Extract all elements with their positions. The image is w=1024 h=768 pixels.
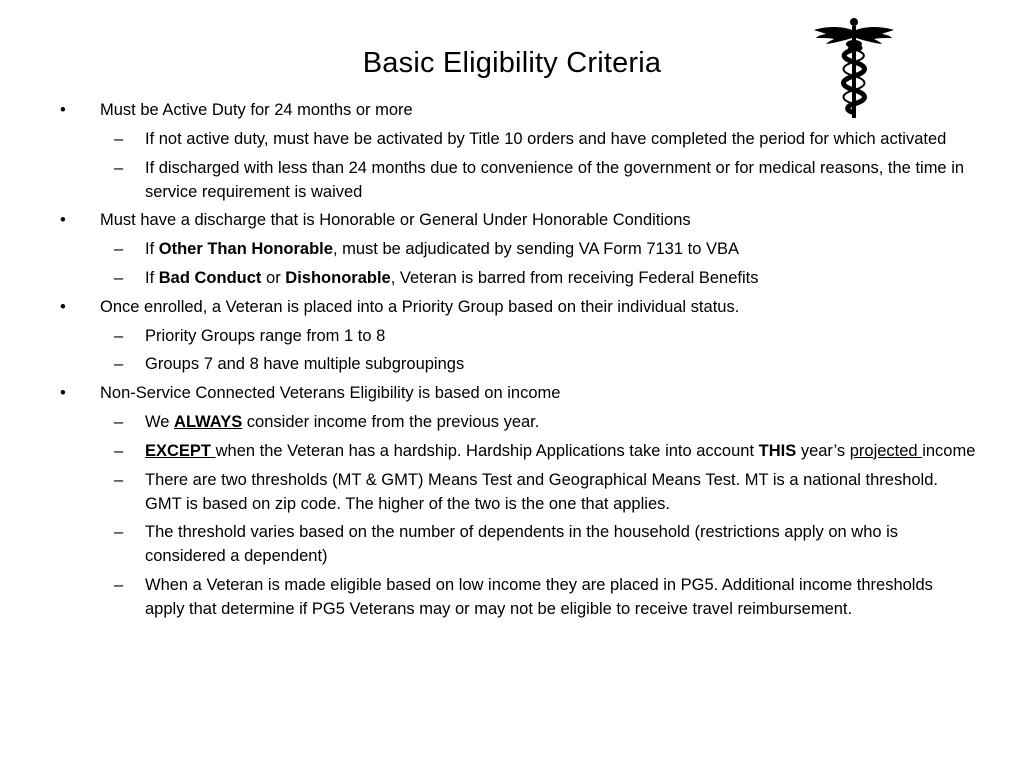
bullet-text-segment: We xyxy=(145,412,175,431)
bullet-text-segment: when the Veteran has a hardship. Hardship Applications take into account xyxy=(215,441,759,460)
bullet-text-segment: The threshold varies based on the number of dependents in the household (restrictions apply on who is considered a dependent) xyxy=(145,523,899,566)
dash-marker: – xyxy=(114,576,124,595)
dash-marker: – xyxy=(114,441,124,460)
bullet-text-segment: If xyxy=(145,240,159,259)
bullet-text-segment: Once enrolled, a Veteran is placed into a Priority Group based on their individual status. xyxy=(100,297,740,316)
bullet-text-segment: EXCEPT xyxy=(145,441,216,460)
bullet-text-segment: THIS xyxy=(758,441,797,460)
dash-marker: – xyxy=(114,240,124,259)
bullet-marker: • xyxy=(60,297,66,316)
sub-bullet-item xyxy=(56,439,976,463)
sub-bullet-item xyxy=(56,127,976,151)
bullet-marker: • xyxy=(60,101,66,119)
bullet-text-segment: income xyxy=(922,441,976,460)
bullet-text-segment: Other Than Honorable xyxy=(158,240,333,259)
bullet-text-segment: If xyxy=(145,268,159,287)
sub-bullet-item xyxy=(56,266,976,290)
dash-marker: – xyxy=(114,412,124,431)
dash-marker: – xyxy=(114,355,124,374)
dash-marker: – xyxy=(114,326,124,345)
bullet-marker: • xyxy=(60,384,66,403)
bullet-item xyxy=(56,98,976,122)
bullet-text-segment: consider income from the previous year. xyxy=(242,412,540,431)
bullet-list xyxy=(56,98,976,626)
sub-bullet-item xyxy=(56,156,976,204)
bullet-text-segment: year’s xyxy=(796,441,850,460)
bullet-text-segment: Must be Active Duty for 24 months or more xyxy=(100,101,413,119)
bullet-text-segment: Priority Groups range from 1 to 8 xyxy=(145,326,386,345)
dash-marker: – xyxy=(114,523,124,542)
bullet-text-segment: Bad Conduct xyxy=(158,268,262,287)
sub-bullet-item xyxy=(56,237,976,261)
bullet-text-segment: , must be adjudicated by sending VA Form 7131 to VBA xyxy=(332,240,739,259)
sub-bullet-item xyxy=(56,520,976,568)
bullet-text-segment: Dishonorable xyxy=(285,268,391,287)
bullet-text-segment: Non-Service Connected Veterans Eligibility is based on income xyxy=(100,384,561,403)
slide-title: Basic Eligibility Criteria xyxy=(362,47,662,79)
sub-bullet-item xyxy=(56,410,976,434)
bullet-item xyxy=(56,381,976,405)
bullet-text-segment: Groups 7 and 8 have multiple subgroupings xyxy=(145,355,465,374)
sub-bullet-item xyxy=(56,468,976,516)
sub-bullet-item xyxy=(56,324,976,348)
bullet-text-segment: If discharged with less than 24 months due to convenience of the government or for medical reasons, the time in service requirement is waived xyxy=(145,158,965,201)
bullet-marker: • xyxy=(60,211,66,230)
sub-bullet-item xyxy=(56,352,976,376)
bullet-item xyxy=(56,295,976,319)
bullet-text-segment: If not active duty, must have be activated by Title 10 orders and have completed the period for which activated xyxy=(145,129,947,148)
dash-marker: – xyxy=(114,268,124,287)
bullet-text-segment: , Veteran is barred from receiving Federal Benefits xyxy=(390,268,759,287)
bullet-item xyxy=(56,208,976,232)
bullet-text-segment: There are two thresholds (MT & GMT) Means Test and Geographical Means Test. MT is a national threshold. GMT is based on zip code. The higher of the two is the one that applies. xyxy=(145,470,938,513)
bullet-text-segment: projected xyxy=(849,441,923,460)
bullet-text-segment: When a Veteran is made eligible based on low income they are placed in PG5. Additional income thresholds apply that determine if PG5 Veterans may or may not be eligible to receive travel reimbursement. xyxy=(145,576,933,619)
dash-marker: – xyxy=(114,470,124,489)
bullet-text-segment: or xyxy=(261,268,286,287)
sub-bullet-item xyxy=(56,573,976,621)
bullet-text-segment: ALWAYS xyxy=(174,412,243,431)
dash-marker: – xyxy=(114,129,124,148)
bullet-text-segment: Must have a discharge that is Honorable or General Under Honorable Conditions xyxy=(100,211,691,230)
dash-marker: – xyxy=(114,158,124,177)
